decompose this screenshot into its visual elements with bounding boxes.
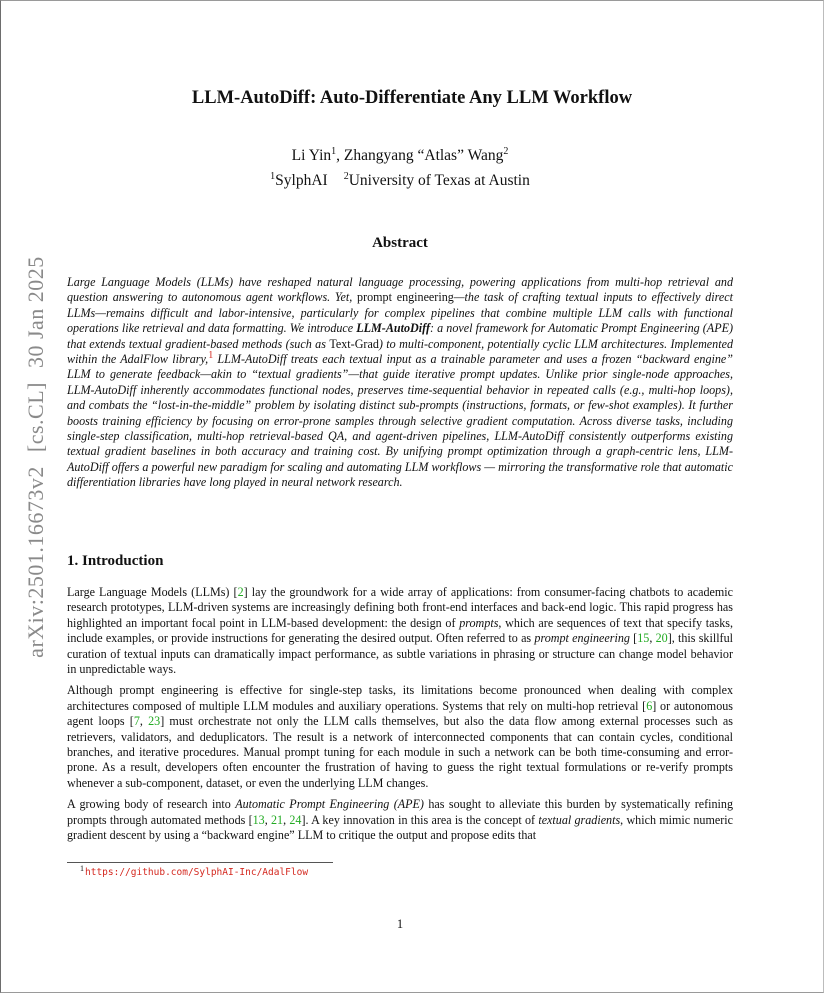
- footnote-divider: [67, 862, 333, 863]
- intro-paragraph-1: [67, 585, 733, 677]
- page-number: 1: [396, 917, 404, 931]
- arxiv-category: [cs.CL]: [23, 382, 48, 453]
- paragraph-text: ,: [264, 812, 271, 827]
- abstract-framework-name: LLM-AutoDiff: [356, 321, 430, 336]
- citation-link[interactable]: 6: [646, 698, 653, 713]
- affiliation-name: University of Texas at Austin: [348, 172, 530, 189]
- citation-link[interactable]: 24: [289, 812, 302, 827]
- citation-link[interactable]: 20: [655, 631, 668, 646]
- citation-link[interactable]: 2: [237, 585, 244, 599]
- author-affiliation-mark: 2: [503, 145, 509, 157]
- footnote: [80, 863, 309, 880]
- section-heading-introduction: 1. Introduction: [67, 553, 164, 569]
- author-affiliation-mark: 1: [331, 145, 337, 157]
- paragraph-text: , which are sequences of text that specify tasks, include examples, or provide instructions for generating the desired output. Often referred to as: [67, 615, 733, 646]
- citation-link[interactable]: 21: [271, 812, 284, 827]
- author-name: Li Yin: [291, 147, 332, 164]
- abstract-text: LLM-AutoDiff treats each textual input as a trainable parameter and uses a frozen “backward engine” LLM to generate feedback—akin to “textual gradients”—that guide iterative prompt updates. Unlike prior single-node approaches, LLM-AutoDiff inherently accommodates functional nodes, preserves time-sequential behavior in repeated calls (e.g., multi-hop loops), and combats the “lost-in-the-middle” problem by isolating distinct sub-prompts (instructions, formats, or few-shot examples). It further boosts training efficiency by focusing on error-prone samples through selective gradient computation. Across diverse tasks, including single-step classification, multi-hop retrieval-based QA, and agent-driven pipelines, LLM-AutoDiff consistently outperforms existing textual gradient baselines in both accuracy and training cost. By unifying prompt optimization through a graph-centric lens, LLM-AutoDiff offers a powerful new paradigm for scaling and automating LLM workflows — mirroring the transformative role that automatic differentiation libraries have long played in neural network research.: [67, 352, 733, 490]
- paragraph-text: ] must orchestrate not only the LLM calls themselves, but also the data flow among external processes such as retrievers, validators, and deduplicators. The result is a network of interconnected components that can contain cycles, conditional branches, and iterative procedures. Manual prompt tuning for each module in such a network can be both time-consuming and error-prone. As a result, developers often encounter the frustration of having to guess the right textual formulations or re-verify prompts whenever a sub-component, dataset, or even the underlying LLM changes.: [67, 714, 733, 790]
- abstract-text-upright: prompt engineering: [357, 290, 454, 305]
- author-separator: ,: [336, 147, 344, 164]
- abstract-method-name: Text-Grad: [329, 336, 379, 351]
- emphasis-text: Automatic Prompt Engineering (APE): [235, 797, 424, 812]
- arxiv-id: arXiv:2501.16673v2: [23, 466, 48, 658]
- affiliation-list: [0, 171, 800, 191]
- affiliation-name: SylphAI: [275, 172, 328, 189]
- citation-link[interactable]: 15: [637, 631, 650, 646]
- paragraph-text: Large Language Models (LLMs) [: [67, 585, 238, 599]
- paragraph-text: ,: [283, 812, 290, 827]
- paragraph-text: ] or autonomous agent loops [: [67, 698, 733, 729]
- intro-paragraph-2: [67, 683, 733, 791]
- paragraph-text: has sought to alleviate this burden by systematically refining prompts through automated methods [: [67, 797, 733, 827]
- affiliation-mark: 2: [343, 170, 349, 182]
- author-list: [0, 146, 800, 166]
- paragraph-text: ,: [139, 714, 149, 729]
- paragraph-text: ]. A key innovation in this area is the concept of: [301, 812, 539, 827]
- citation-link[interactable]: 23: [148, 714, 161, 729]
- paper-title: LLM-AutoDiff: Auto-Differentiate Any LLM Workflow: [191, 88, 633, 108]
- paragraph-text: ], this skillful curation of textual inputs can dramatically impact performance, as subtle variations in phrasing or structure can change model behavior in unpredictable ways.: [67, 631, 733, 677]
- paragraph-text: ] lay the groundwork for a wide array of applications: from consumer-facing chatbots to academic research prototypes, LLM-driven systems are increasingly defining both front-end interfaces and back-end logic. This rapid progress has highlighted an important focal point in LLM-based development: the design of: [67, 585, 733, 630]
- paragraph-text: [: [629, 631, 638, 646]
- author-name: Zhangyang “Atlas” Wang: [343, 147, 504, 164]
- emphasis-text: prompts: [459, 615, 499, 630]
- abstract-text: ) to multi-component, potentially cyclic LLM architectures. Implemented within the AdalFlow library,: [67, 336, 733, 367]
- emphasis-text: textual gradients: [538, 812, 621, 827]
- emphasis-text: prompt engineering: [534, 631, 630, 646]
- citation-link[interactable]: 7: [133, 714, 140, 729]
- abstract-body: [67, 275, 733, 491]
- footnote-number: 1: [80, 863, 84, 873]
- footnote-url-link[interactable]: https://github.com/SylphAI-Inc/AdalFlow: [85, 867, 309, 878]
- abstract-text: Large Language Models (LLMs) have reshaped natural language processing, powering applications from multi-hop retrieval and question answering to autonomous agent workflows. Yet,: [67, 275, 733, 305]
- affiliation-mark: 1: [270, 170, 276, 182]
- introduction-body: [67, 585, 733, 843]
- paragraph-text: , which mimic numeric gradient descent by using a “backward engine” LLM to critique the output and propose edits that: [67, 812, 733, 843]
- arxiv-date: 30 Jan 2025: [23, 256, 48, 369]
- paragraph-text: ,: [649, 631, 656, 646]
- abstract-text: —the task of crafting textual inputs to effectively direct LLMs—remains difficult and labor-intensive, particularly for complex pipelines that combine multiple LLM calls with functional operations like retrieval and data formatting. We introduce: [67, 290, 734, 336]
- abstract-text: : a novel framework for Automatic Prompt Engineering (APE) that extends textual gradient-based methods (such as: [67, 321, 733, 351]
- intro-paragraph-3: [67, 797, 733, 843]
- citation-link[interactable]: 13: [252, 812, 265, 827]
- abstract-heading: Abstract: [372, 235, 428, 251]
- footnote-reference-link[interactable]: 1: [208, 350, 214, 361]
- paragraph-text: A growing body of research into: [67, 797, 236, 812]
- arxiv-identifier-stamp[interactable]: [22, 227, 50, 687]
- paragraph-text: Although prompt engineering is effective for single-step tasks, its limitations become pronounced when dealing with complex architectures composed of multiple LLM modules and auxiliary operations. Systems that rely on multi-hop retrieval [: [67, 683, 733, 713]
